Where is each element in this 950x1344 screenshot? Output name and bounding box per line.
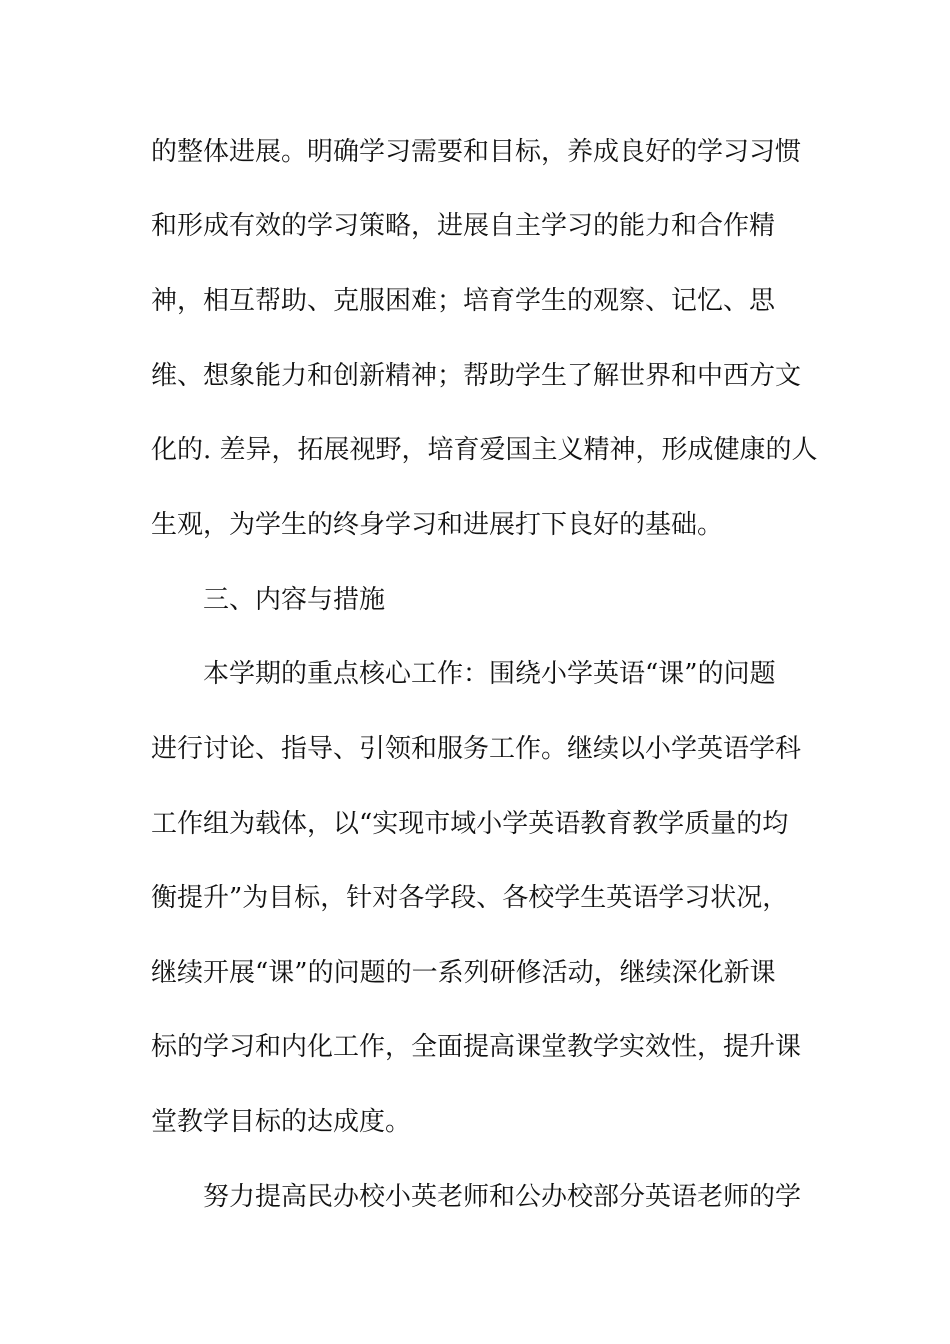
paragraph-line: 标的学习和内化工作，全面提高课堂教学实效性，提升课 xyxy=(151,1032,802,1062)
paragraph-line: 继续开展“课”的问题的一系列研修活动，继续深化新课 xyxy=(151,958,776,988)
paragraph-line: 工作组为载体，以“实现市域小学英语教育教学质量的均 xyxy=(151,809,789,839)
paragraph-line: 生观，为学生的终身学习和进展打下良好的基础。 xyxy=(151,510,724,540)
paragraph-line: 堂教学目标的达成度。 xyxy=(151,1107,412,1137)
paragraph-line: 进行讨论、指导、引领和服务工作。继续以小学英语学科 xyxy=(151,734,802,764)
paragraph-line: 化的. 差异，拓展视野，培育爱国主义精神，形成健康的人 xyxy=(151,435,818,465)
paragraph-line: 的整体进展。明确学习需要和目标，养成良好的学习习惯 xyxy=(151,137,802,167)
paragraph-line: 努力提高民办校小英老师和公办校部分英语老师的学 xyxy=(203,1182,802,1212)
paragraph-line: 神，相互帮助、克服困难；培育学生的观察、记忆、思 xyxy=(151,286,776,316)
paragraph-line: 本学期的重点核心工作：围绕小学英语“课”的问题 xyxy=(203,659,776,689)
paragraph-line: 衡提升”为目标，针对各学段、各校学生英语学习状况， xyxy=(151,883,789,913)
section-heading: 三、内容与措施 xyxy=(203,585,386,615)
paragraph-line: 和形成有效的学习策略，进展自主学习的能力和合作精 xyxy=(151,211,776,241)
paragraph-line: 维、想象能力和创新精神；帮助学生了解世界和中西方文 xyxy=(151,361,802,391)
